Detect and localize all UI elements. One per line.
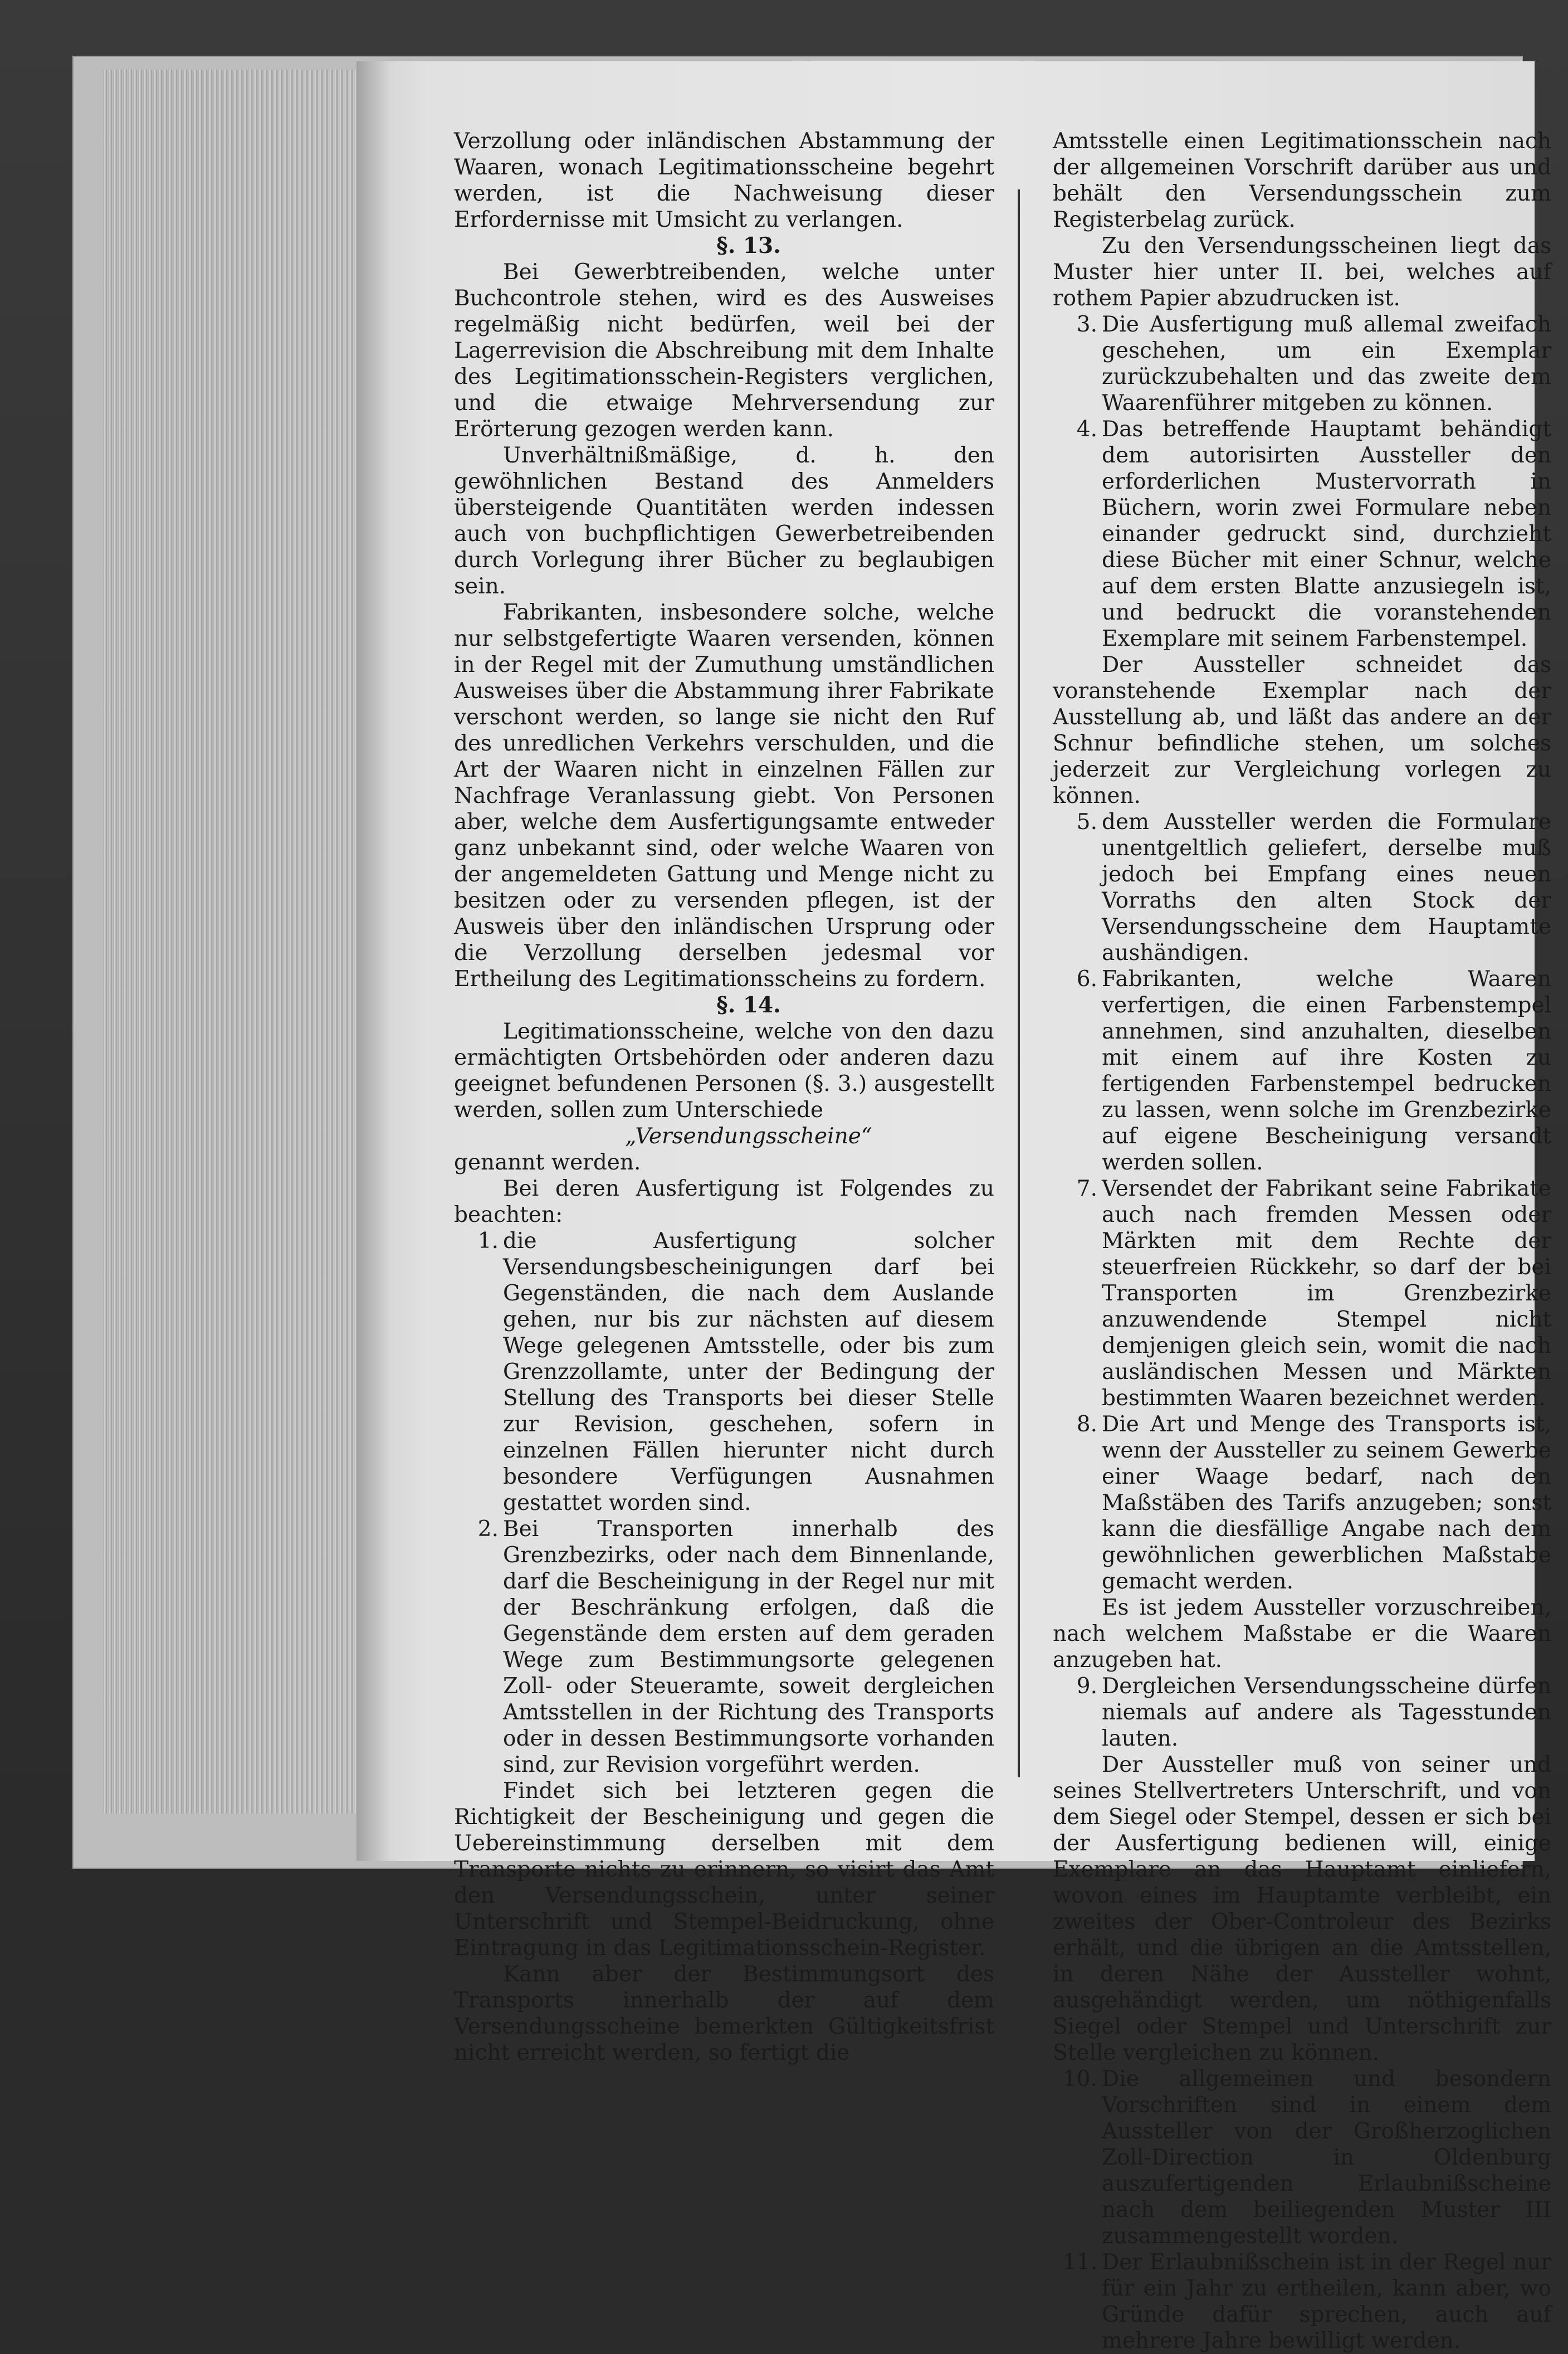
list-item-2: [454, 1516, 994, 1778]
list-item-text: Bei Transporten innerhalb des Grenzbezirks, oder nach dem Binnenlande, darf die Bescheinigung in der Regel nur mit der Beschränkung erfolgen, daß die Gegenstände dem ersten auf dem geraden Wege zum Bestimmungsorte gelegenen Zoll- oder Steueramte, soweit dergleichen Amtsstellen in der Richtung des Transports oder in dessen Bestimmungsorte vorhanden sind, zur Revision vorgeführt werden.: [503, 1517, 994, 1777]
list-item-7: [1053, 1176, 1551, 1411]
paragraph: Bei Gewerbtreibenden, welche unter Buchcontrole stehen, wird es des Ausweises regelmäßig nicht bedürfen, weil bei der Lagerrevision die Abschreibung mit dem Inhalte des Legitimationsschein-Registers verglichen, und die etwaige Mehrversendung zur Erörterung gezogen werden kann.: [454, 260, 994, 442]
paragraph: Bei deren Ausfertigung ist Folgendes zu beachten:: [454, 1176, 994, 1227]
paragraph: Verzollung oder inländischen Abstammung der Waaren, wonach Legitimationsscheine begehrt werden, ist die Nachweisung dieser Erfordernisse mit Umsicht zu verlangen.: [454, 129, 994, 232]
list-item-6: [1053, 966, 1551, 1176]
list-item-text: Das betreffende Hauptamt behändigt dem autorisirten Aussteller den erforderlichen Mustervorrath in Büchern, worin zwei Formulare neben einander gedruckt sind, durchzieht diese Bücher mit einer Schnur, welche auf dem ersten Blatte anzusiegeln ist, und bedruckt die voranstehenden Exemplare mit seinem Farbenstempel.: [1102, 417, 1551, 651]
list-number: 4.: [1076, 417, 1097, 442]
paragraph: genannt werden.: [454, 1150, 641, 1175]
section-heading-14: §. 14.: [716, 992, 781, 1018]
list-number: 11.: [1062, 2250, 1097, 2275]
column-divider-rule: [1018, 189, 1020, 1777]
right-text-column: [1053, 128, 1551, 2354]
list-number: 2.: [477, 1517, 499, 1542]
list-number: 10.: [1062, 2067, 1097, 2092]
paragraph: Findet sich bei letzteren gegen die Richtigkeit der Bescheinigung und gegen die Uebereinstimmung derselben mit dem Transporte nichts zu erinnern, so visirt das Amt den Versendungsschein, unter seiner Unterschrift und Stempel-Beidruckung, ohne Eintragung in das Legitimationsschein-Register.: [454, 1778, 994, 1961]
list-number: 7.: [1076, 1176, 1097, 1201]
paragraph: Fabrikanten, insbesondere solche, welche nur selbstgefertigte Waaren versenden, können in der Regel mit der Zumuthung umständlichen Ausweises über die Abstammung ihrer Fabrikate verschont werden, so lange sie nicht den Ruf des unredlichen Verkehrs verschulden, und die Art der Waaren nicht in einzelnen Fällen zur Nachfrage Veranlassung giebt. Von Personen aber, welche dem Ausfertigungsamte entweder ganz unbekannt sind, oder welche Waaren von der angemeldeten Gattung und Menge nicht zu besitzen oder zu versenden pflegen, ist der Ausweis über den inländischen Ursprung oder die Verzollung derselben jedesmal vor Ertheilung des Legitimationsscheins zu fordern.: [454, 600, 994, 992]
list-item-text: Die Ausfertigung muß allemal zweifach geschehen, um ein Exemplar zurückzubehalten und das zweite dem Waarenführer mitgeben zu können.: [1102, 312, 1551, 416]
list-item-11: [1053, 2249, 1551, 2354]
list-number: 1.: [477, 1229, 499, 1254]
list-item-text: die Ausfertigung solcher Versendungsbescheinigungen darf bei Gegenständen, die nach dem Auslande gehen, nur bis zur nächsten auf diesem Wege gelegenen Amtsstelle, oder bis zum Grenzzollamte, unter der Bedingung der Stellung des Transports bei dieser Stelle zur Revision, geschehen, sofern in einzelnen Fällen hierunter nicht durch besondere Verfügungen Ausnahmen gestattet worden sind.: [503, 1229, 994, 1515]
list-number: 5.: [1076, 810, 1097, 835]
list-item-9: [1053, 1673, 1551, 1752]
list-item-4: [1053, 416, 1551, 652]
list-item-text: dem Aussteller werden die Formulare unentgeltlich geliefert, derselbe muß jedoch bei Empfang eines neuen Vorraths den alten Stock der Versendungsscheine dem Hauptamte aushändigen.: [1102, 810, 1551, 966]
paragraph: Der Aussteller schneidet das voranstehende Exemplar nach der Ausstellung ab, und läßt das andere an der Schnur befindliche stehen, um solches jederzeit zur Vergleichung vorlegen zu können.: [1053, 652, 1551, 808]
list-item-text: Dergleichen Versendungsscheine dürfen niemals auf andere als Tagesstunden lauten.: [1102, 1674, 1551, 1751]
section-heading-13: §. 13.: [716, 233, 781, 259]
list-number: 9.: [1076, 1674, 1097, 1699]
left-text-column: [454, 128, 994, 2066]
list-item-text: Versendet der Fabrikant seine Fabrikate auch nach fremden Messen oder Märkten mit dem Rechte der steuerfreien Rückkehr, so darf der bei Transporten im Grenzbezirke anzuwendende Stempel nicht demjenigen gleich sein, womit die nach ausländischen Messen und Märkten bestimmten Waaren bezeichnet werden.: [1102, 1176, 1551, 1411]
paragraph: Amtsstelle einen Legitimationsschein nach der allgemeinen Vorschrift darüber aus und behält den Versendungsschein zum Registerbelag zurück.: [1053, 129, 1551, 232]
defined-term: „Versendungsscheine“: [625, 1124, 872, 1149]
binding-shadow: [356, 61, 390, 1861]
paragraph: Kann aber der Bestimmungsort des Transports innerhalb der auf dem Versendungsscheine bemerkten Gültigkeitsfrist nicht erreicht werden, so fertigt die: [454, 1962, 994, 2065]
list-item-10: [1053, 2066, 1551, 2249]
list-item-3: [1053, 311, 1551, 416]
list-item-text: Der Erlaubnißschein ist in der Regel nur für ein Jahr zu ertheilen, kann aber, wo Gründe dafür sprechen, auch auf mehrere Jahre bewilligt werden.: [1102, 2250, 1551, 2353]
list-item-text: Fabrikanten, welche Waaren verfertigen, die einen Farbenstempel annehmen, sind anzuhalten, dieselben mit einem auf ihre Kosten zu fertigenden Farbenstempel bedrucken zu lassen, wenn solche im Grenzbezirke auf eigene Bescheinigung versandt werden sollen.: [1102, 967, 1551, 1175]
paragraph: Zu den Versendungsscheinen liegt das Muster hier unter II. bei, welches auf rothem Papier abzudrucken ist.: [1053, 233, 1551, 311]
list-number: 3.: [1076, 312, 1097, 337]
list-item-8: [1053, 1411, 1551, 1595]
list-item-1: [454, 1228, 994, 1516]
paragraph: Der Aussteller muß von seiner und seines Stellvertreters Unterschrift, und von dem Siegel oder Stempel, dessen er sich bei der Ausfertigung bedienen will, einige Exemplare an das Hauptamt einliefern, wovon eines im Hauptamte verbleibt, ein zweites der Ober-Controleur des Bezirks erhält, und die übrigen an die Amtsstellen, in deren Nähe der Aussteller wohnt, ausgehändigt werden, um nöthigenfalls Siegel oder Stempel und Unterschrift zur Stelle vergleichen zu können.: [1053, 1752, 1551, 2065]
list-item-text: Die Art und Menge des Transports ist, wenn der Aussteller zu seinem Gewerbe einer Waage bedarf, nach den Maßstäben des Tarifs anzugeben; sonst kann die diesfällige Angabe nach dem gewöhnlichen gewerblichen Maßstabe gemacht werden.: [1102, 1412, 1551, 1594]
list-item-text: Die allgemeinen und besondern Vorschriften sind in einem dem Aussteller von der Großherzoglichen Zoll-Direction in Oldenburg auszufertigenden Erlaubnißscheine nach dem beiliegenden Muster III zusammengestellt worden.: [1102, 2067, 1551, 2249]
page-edge-stack: [103, 70, 361, 1814]
list-number: 6.: [1076, 967, 1097, 992]
list-item-5: [1053, 809, 1551, 966]
paragraph: Es ist jedem Aussteller vorzuschreiben, nach welchem Maßstabe er die Waaren anzugeben hat.: [1053, 1595, 1551, 1673]
paragraph: Legitimationsscheine, welche von den dazu ermächtigten Ortsbehörden oder anderen dazu geeignet befundenen Personen (§. 3.) ausgestellt werden, sollen zum Unterschiede: [454, 1019, 994, 1123]
paragraph: Unverhältnißmäßige, d. h. den gewöhnlichen Bestand des Anmelders übersteigende Quantitäten werden indessen auch von buchpflichtigen Gewerbetreibenden durch Vorlegung ihrer Bücher zu beglaubigen sein.: [454, 443, 994, 599]
list-number: 8.: [1076, 1412, 1097, 1437]
